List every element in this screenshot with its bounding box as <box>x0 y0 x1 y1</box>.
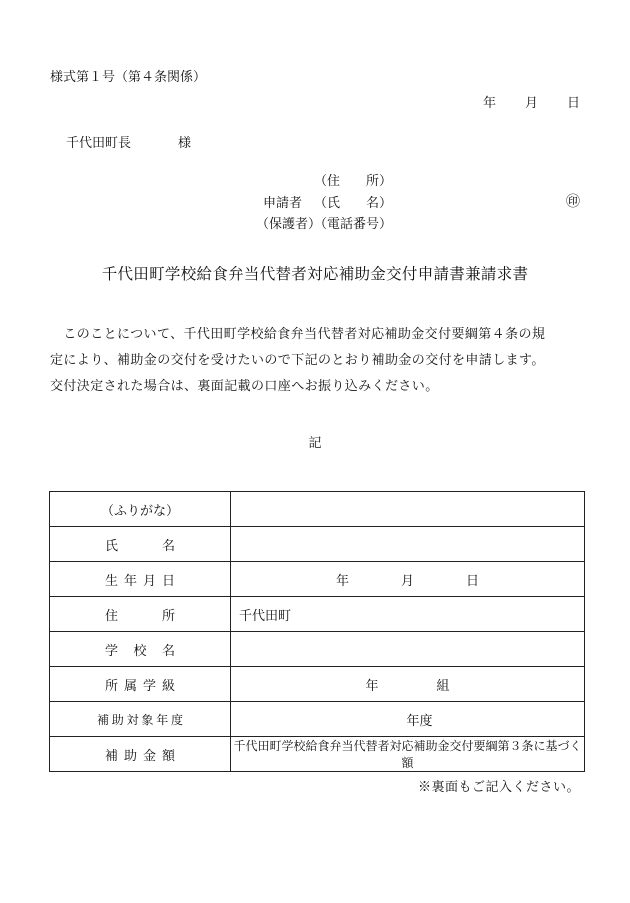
furigana-label: （ふりがな） <box>50 492 231 527</box>
body-text <box>50 322 590 400</box>
amount-label: 補助金額 <box>105 748 175 764</box>
school-label: 学校名 <box>105 643 175 659</box>
birthdate-day: 日 <box>466 573 480 589</box>
table-row-fiscal-year <box>50 702 585 737</box>
addressee-honorific: 様 <box>178 136 192 151</box>
applicant-address-label: （住 所） <box>314 174 393 189</box>
body-line-2: 定により、補助金の交付を受けたいので下記のとおり補助金の交付を申請します。 <box>50 353 545 368</box>
ki-heading: 記 <box>308 436 322 451</box>
school-field[interactable] <box>231 632 585 667</box>
table-row-address <box>50 597 585 632</box>
date-year: 年 <box>483 96 497 111</box>
date-month: 月 <box>525 96 539 111</box>
birthdate-label: 生年月日 <box>105 573 175 589</box>
address-label: 住所 <box>105 608 175 624</box>
class-field[interactable] <box>231 667 585 702</box>
fiscal-year-label-cell <box>50 702 231 737</box>
form-number: 様式第１号（第４条関係） <box>50 70 207 85</box>
address-label-cell <box>50 597 231 632</box>
amount-field <box>231 737 585 772</box>
class-label-cell <box>50 667 231 702</box>
reverse-side-note: ※裏面もご記入ください。 <box>417 780 580 795</box>
name-label-cell <box>50 527 231 562</box>
address-field[interactable] <box>231 597 585 632</box>
table-row-school <box>50 632 585 667</box>
body-line-3: 交付決定された場合は、裏面記載の口座へお振り込みください。 <box>50 379 439 394</box>
amount-label-cell <box>50 737 231 772</box>
seal-mark: ㊞ <box>566 194 580 210</box>
table-row-name <box>50 527 585 562</box>
addressee-name: 千代田町長 <box>66 136 132 151</box>
table-row-birthdate <box>50 562 585 597</box>
applicant-phone-label: （電話番号） <box>314 217 393 232</box>
fiscal-year-field[interactable] <box>231 702 585 737</box>
class-group: 組 <box>436 678 450 694</box>
guardian-label: （保護者） <box>256 217 322 232</box>
table-row-class <box>50 667 585 702</box>
amount-value: 千代田町学校給食弁当代替者対応補助金交付要綱第３条に基づく額 <box>233 739 582 770</box>
class-year: 年 <box>365 678 379 694</box>
birthdate-label-cell <box>50 562 231 597</box>
birthdate-month: 月 <box>400 573 414 589</box>
birthdate-year: 年 <box>335 573 349 589</box>
applicant-label: 申請者 <box>263 196 303 211</box>
body-line-1: このことについて、千代田町学校給食弁当代替者対応補助金交付要綱第４条の規 <box>50 327 546 342</box>
date-day: 日 <box>567 96 581 111</box>
application-table <box>49 491 585 772</box>
name-field[interactable] <box>231 527 585 562</box>
school-label-cell <box>50 632 231 667</box>
applicant-name-label: （氏 名） <box>314 196 393 211</box>
fiscal-year-value: 年度 <box>406 713 433 729</box>
class-label: 所属学級 <box>105 678 175 694</box>
furigana-field[interactable] <box>231 492 585 527</box>
name-label: 氏名 <box>105 538 175 554</box>
birthdate-field[interactable] <box>231 562 585 597</box>
table-row-amount <box>50 737 585 772</box>
table-row-furigana <box>50 492 585 527</box>
document-title: 千代田町学校給食弁当代替者対応補助金交付申請書兼請求書 <box>101 265 529 283</box>
fiscal-year-label: 補助対象年度 <box>97 712 183 727</box>
address-value: 千代田町 <box>239 608 292 624</box>
